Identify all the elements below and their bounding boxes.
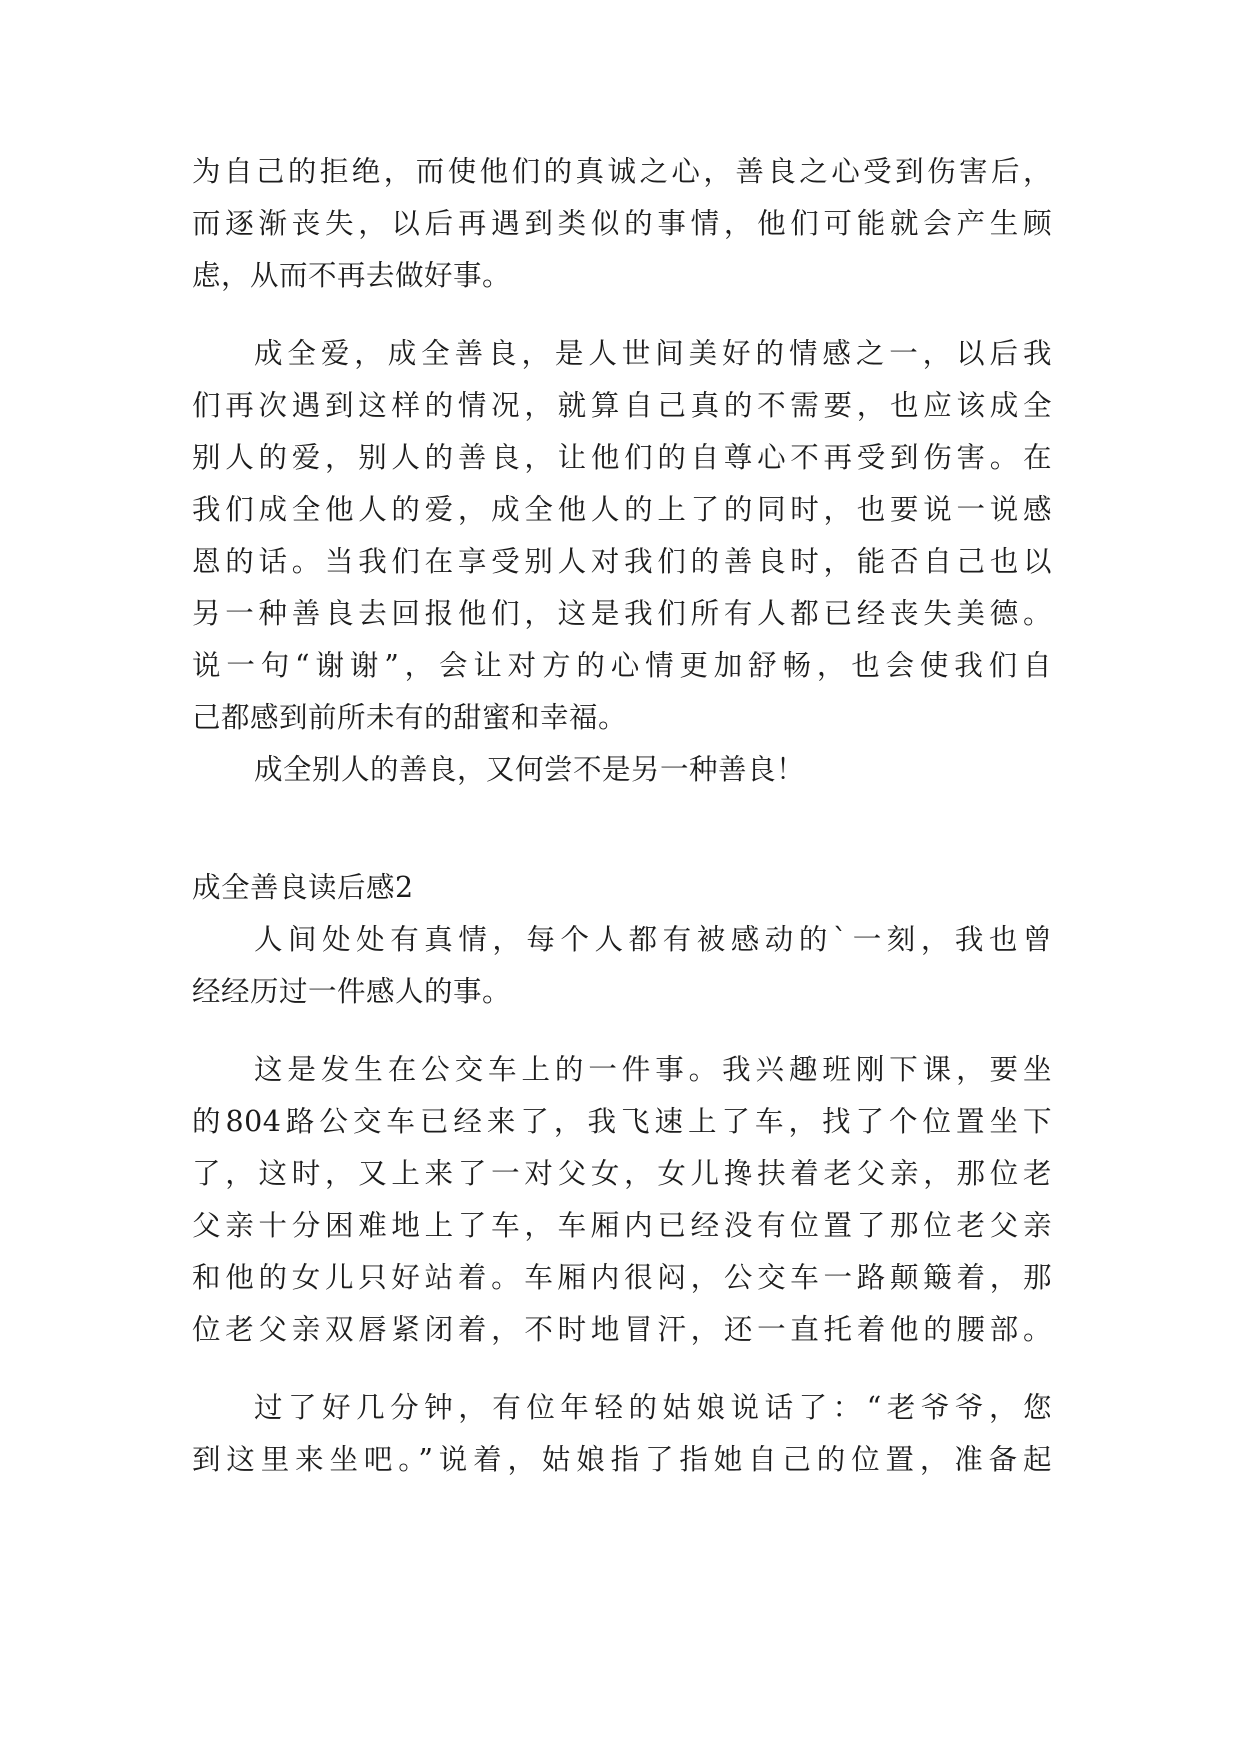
text-line: 父亲十分困难地上了车，车厢内已经没有位置了那位老父亲 <box>192 1209 1052 1242</box>
text-line: 我们成全他人的爱，成全他人的上了的同时，也要说一说感 <box>192 493 1052 526</box>
text-line: 的804路公交车已经来了，我飞速上了车，找了个位置坐下 <box>192 1105 1052 1138</box>
text-line: 和他的女儿只好站着。车厢内很闷，公交车一路颠簸着，那 <box>192 1261 1052 1294</box>
text-line: 恩的话。当我们在享受别人对我们的善良时，能否自己也以 <box>192 545 1052 578</box>
text-line: 们再次遇到这样的情况，就算自己真的不需要，也应该成全 <box>192 389 1052 422</box>
section-heading: 成全善良读后感2 <box>192 871 414 904</box>
text-line: 己都感到前所未有的甜蜜和幸福。 <box>192 701 628 734</box>
text-line: 另一种善良去回报他们，这是我们所有人都已经丧失美德。 <box>192 597 1052 630</box>
text-line: 别人的爱，别人的善良，让他们的自尊心不再受到伤害。在 <box>192 441 1052 474</box>
text-line: 位老父亲双唇紧闭着，不时地冒汗，还一直托着他的腰部。 <box>192 1313 1052 1346</box>
text-line: 到这里来坐吧。”说着，姑娘指了指她自己的位置，准备起 <box>192 1443 1052 1476</box>
text-line: 经经历过一件感人的事。 <box>192 975 512 1008</box>
text-line: 而逐渐丧失，以后再遇到类似的事情，他们可能就会产生顾 <box>192 207 1052 240</box>
paragraph-first-line: 这是发生在公交车上的一件事。我兴趣班刚下课，要坐 <box>254 1053 1052 1086</box>
paragraph-first-line: 过了好几分钟，有位年轻的姑娘说话了：“老爷爷，您 <box>254 1391 1052 1424</box>
text-line: 虑，从而不再去做好事。 <box>192 259 512 292</box>
text-line: 为自己的拒绝，而使他们的真诚之心，善良之心受到伤害后， <box>192 155 1052 188</box>
paragraph-first-line: 人间处处有真情，每个人都有被感动的`一刻，我也曾 <box>254 923 1052 956</box>
paragraph-first-line: 成全别人的善良，又何尝不是另一种善良！ <box>254 753 806 786</box>
text-line: 说一句“谢谢”，会让对方的心情更加舒畅，也会使我们自 <box>192 649 1052 682</box>
text-line: 了，这时，又上来了一对父女，女儿搀扶着老父亲，那位老 <box>192 1157 1052 1190</box>
paragraph-first-line: 成全爱，成全善良，是人世间美好的情感之一，以后我 <box>254 337 1052 370</box>
